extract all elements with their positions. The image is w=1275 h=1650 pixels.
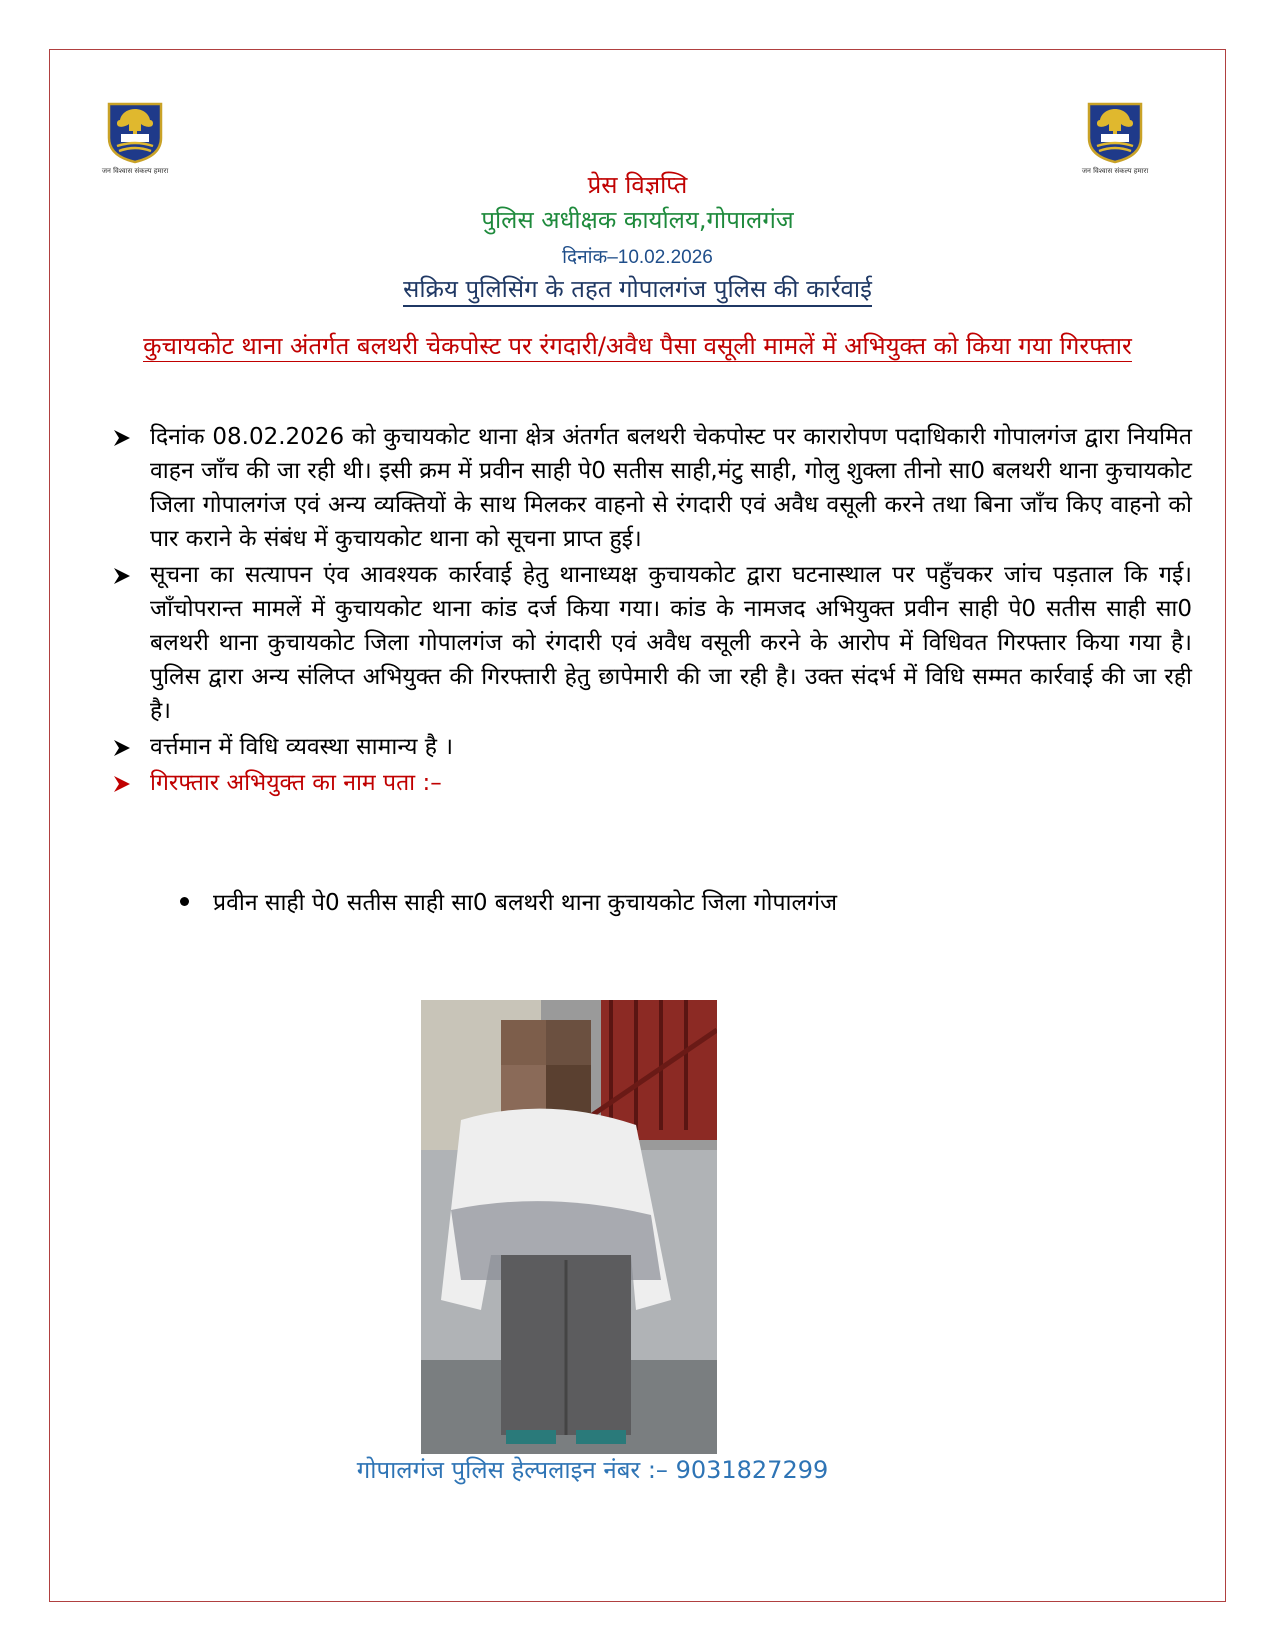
accused-photo [421, 1000, 717, 1454]
police-emblem-icon [1085, 100, 1145, 164]
press-release-heading: प्रेस विज्ञप्ति [587, 171, 688, 199]
police-emblem-icon [105, 100, 165, 164]
bihar-police-logo-left [98, 100, 172, 176]
arrow-bullet-icon [112, 738, 132, 758]
arrested-person-text: प्रवीन साही पे0 सतीस साही सा0 बलथरी थाना कुचायकोट जिला गोपालगंज [213, 890, 838, 916]
release-date: दिनांक–10.02.2026 [562, 247, 713, 268]
bullet-text: दिनांक 08.02.2026 को कुचायकोट थाना क्षेत्र अंतर्गत बलथरी चेकपोस्ट पर कारारोपण पदाधिकारी गोपालगंज द्वारा नियमित वाहन जाँच की जा रही थी। इसी क्रम में प्रवीन साही पे0 सतीस साही,मंटु साही, गोलु शुक्ला तीनो सा0 बलथरी थाना कुचायकोट जिला गोपालगंज एवं अन्य व्यक्तियों के साथ मिलकर वाहनो से रंगदारी एवं अवैध वसूली करने तथा बिना जाँच किए वाहनो को पार कराने के संबंध में कुचायकोट थाना को सूचना प्राप्त हुई। [150, 424, 1192, 552]
action-title [0, 272, 1275, 305]
action-title-text: सक्रिय पुलिसिंग के तहत गोपालगंज पुलिस की कार्रवाई [403, 275, 872, 307]
news-headline [82, 328, 1193, 364]
bullet-item [112, 420, 1192, 556]
arrow-bullet-icon [112, 566, 132, 586]
bihar-police-logo-right [1078, 100, 1152, 176]
arrested-heading: गिरफ्तार अभियुक्त का नाम पता :– [150, 770, 442, 796]
bullet-item [112, 730, 1192, 764]
bullet-list [112, 420, 1192, 802]
office-name: पुलिस अधीक्षक कार्यालय,गोपालगंज [481, 206, 794, 234]
arrow-bullet-icon [112, 428, 132, 448]
arrested-heading-item [112, 766, 1192, 800]
headline-text: कुचायकोट थाना अंतर्गत बलथरी चेकपोस्ट पर रंगदारी/अवैध पैसा वसूली मामलें में अभियुक्त को किया गया गिरफ्तार [143, 332, 1132, 360]
logo-motto: जन विश्वास संकल्प हमारा [1081, 167, 1149, 175]
arrested-person-item [180, 886, 837, 920]
helpline-number: गोपालगंज पुलिस हेल्पलाइन नंबर :– 9031827299 [356, 1456, 829, 1484]
logo-motto: जन विश्वास संकल्प हमारा [101, 167, 169, 175]
round-bullet-icon [180, 897, 189, 906]
bullet-text: वर्त्तमान में विधि व्यवस्था सामान्य है । [150, 734, 454, 760]
bullet-item [112, 558, 1192, 728]
arrow-bullet-icon [112, 774, 132, 794]
bullet-text: सूचना का सत्यापन एंव आवश्यक कार्रवाई हेतु थानाध्यक्ष कुचायकोट द्वारा घटनास्थाल पर पहुँचकर जांच पड़ताल कि गई। जाँचोपरान्त मामलें में कुचायकोट थाना कांड दर्ज किया गया। कांड के नामजद अभियुक्त प्रवीन साही पे0 सतीस साही सा0 बलथरी थाना कुचायकोट जिला गोपालगंज को रंगदारी एवं अवैध वसूली करने के आरोप में विधिवत गिरफ्तार किया गया है। पुलिस द्वारा अन्य संलिप्त अभियुक्त की गिरफ्तारी हेतु छापेमारी की जा रही है। उक्त संदर्भ में विधि सम्मत कार्रवाई की जा रही है। [150, 562, 1192, 724]
